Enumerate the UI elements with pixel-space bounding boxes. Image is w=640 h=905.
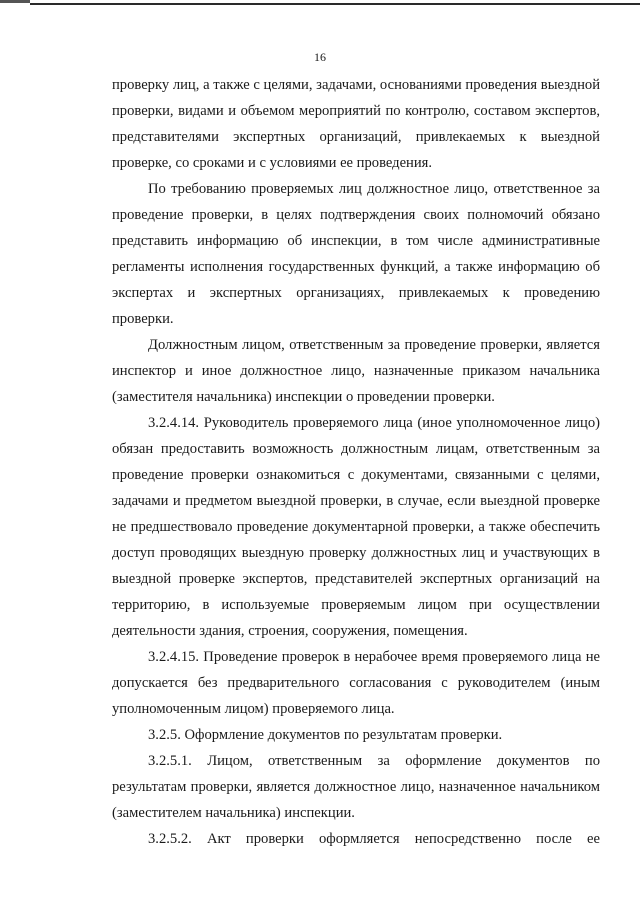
paragraph-3-2-4-14: 3.2.4.14. Руководитель проверяемого лица (иное уполномоченное лицо) обязан предоставить возможность должностным лицам, ответственным за проведение проверки ознакомиться с документами, связанными с целями, задачами и предметом выездной проверки, в случае, если выездной проверке не предшествовало проведение документарной проверки, а также обеспечить доступ проводящих выездную проверку должностных лиц и участвующих в выездной проверке экспертов, представителей экспертных организаций на территорию, в используемые проверяемым лицом при осуществлении деятельности здания, строения, сооружения, помещения. [112,415,600,639]
paragraph-continuation: проверку лиц, а также с целями, задачами, основаниями проведения выездной проверки, видами и объемом мероприятий по контролю, составом экспертов, представителями экспертных организаций, привлекаемых к выездной проверке, со сроками и с условиями ее проведения. [112,77,600,171]
paragraph-3-2-5-1: 3.2.5.1. Лицом, ответственным за оформление документов по результатам проверки, является должностное лицо, назначенное начальником (заместителем начальника) инспекции. [112,753,600,821]
paragraph-3-2-5: 3.2.5. Оформление документов по результатам проверки. [148,727,503,743]
paragraph-responsible-official: Должностным лицом, ответственным за проведение проверки, является инспектор и иное должностное лицо, назначенные приказом начальника (заместителя начальника) инспекции о проведении проверки. [112,337,600,405]
paragraph-inspection-info: По требованию проверяемых лиц должностное лицо, ответственное за проведение проверки, в целях подтверждения своих полномочий обязано представить информацию об инспекции, в том числе административные регламенты исполнения государственных функций, а также информацию об экспертах и экспертных организациях, привлекаемых к проведению проверки. [112,181,600,327]
paragraph-3-2-4-15: 3.2.4.15. Проведение проверок в нерабочее время проверяемого лица не допускается без предварительного согласования с руководителем (иным уполномоченным лицом) проверяемого лица. [112,649,600,717]
scan-border-line [30,3,640,5]
scan-mark [0,0,30,3]
document-body [112,72,600,852]
paragraph-3-2-5-2: 3.2.5.2. Акт проверки оформляется непосредственно после ее [148,831,600,847]
page-number: 16 [314,50,326,64]
scan-top-edge [0,0,640,8]
